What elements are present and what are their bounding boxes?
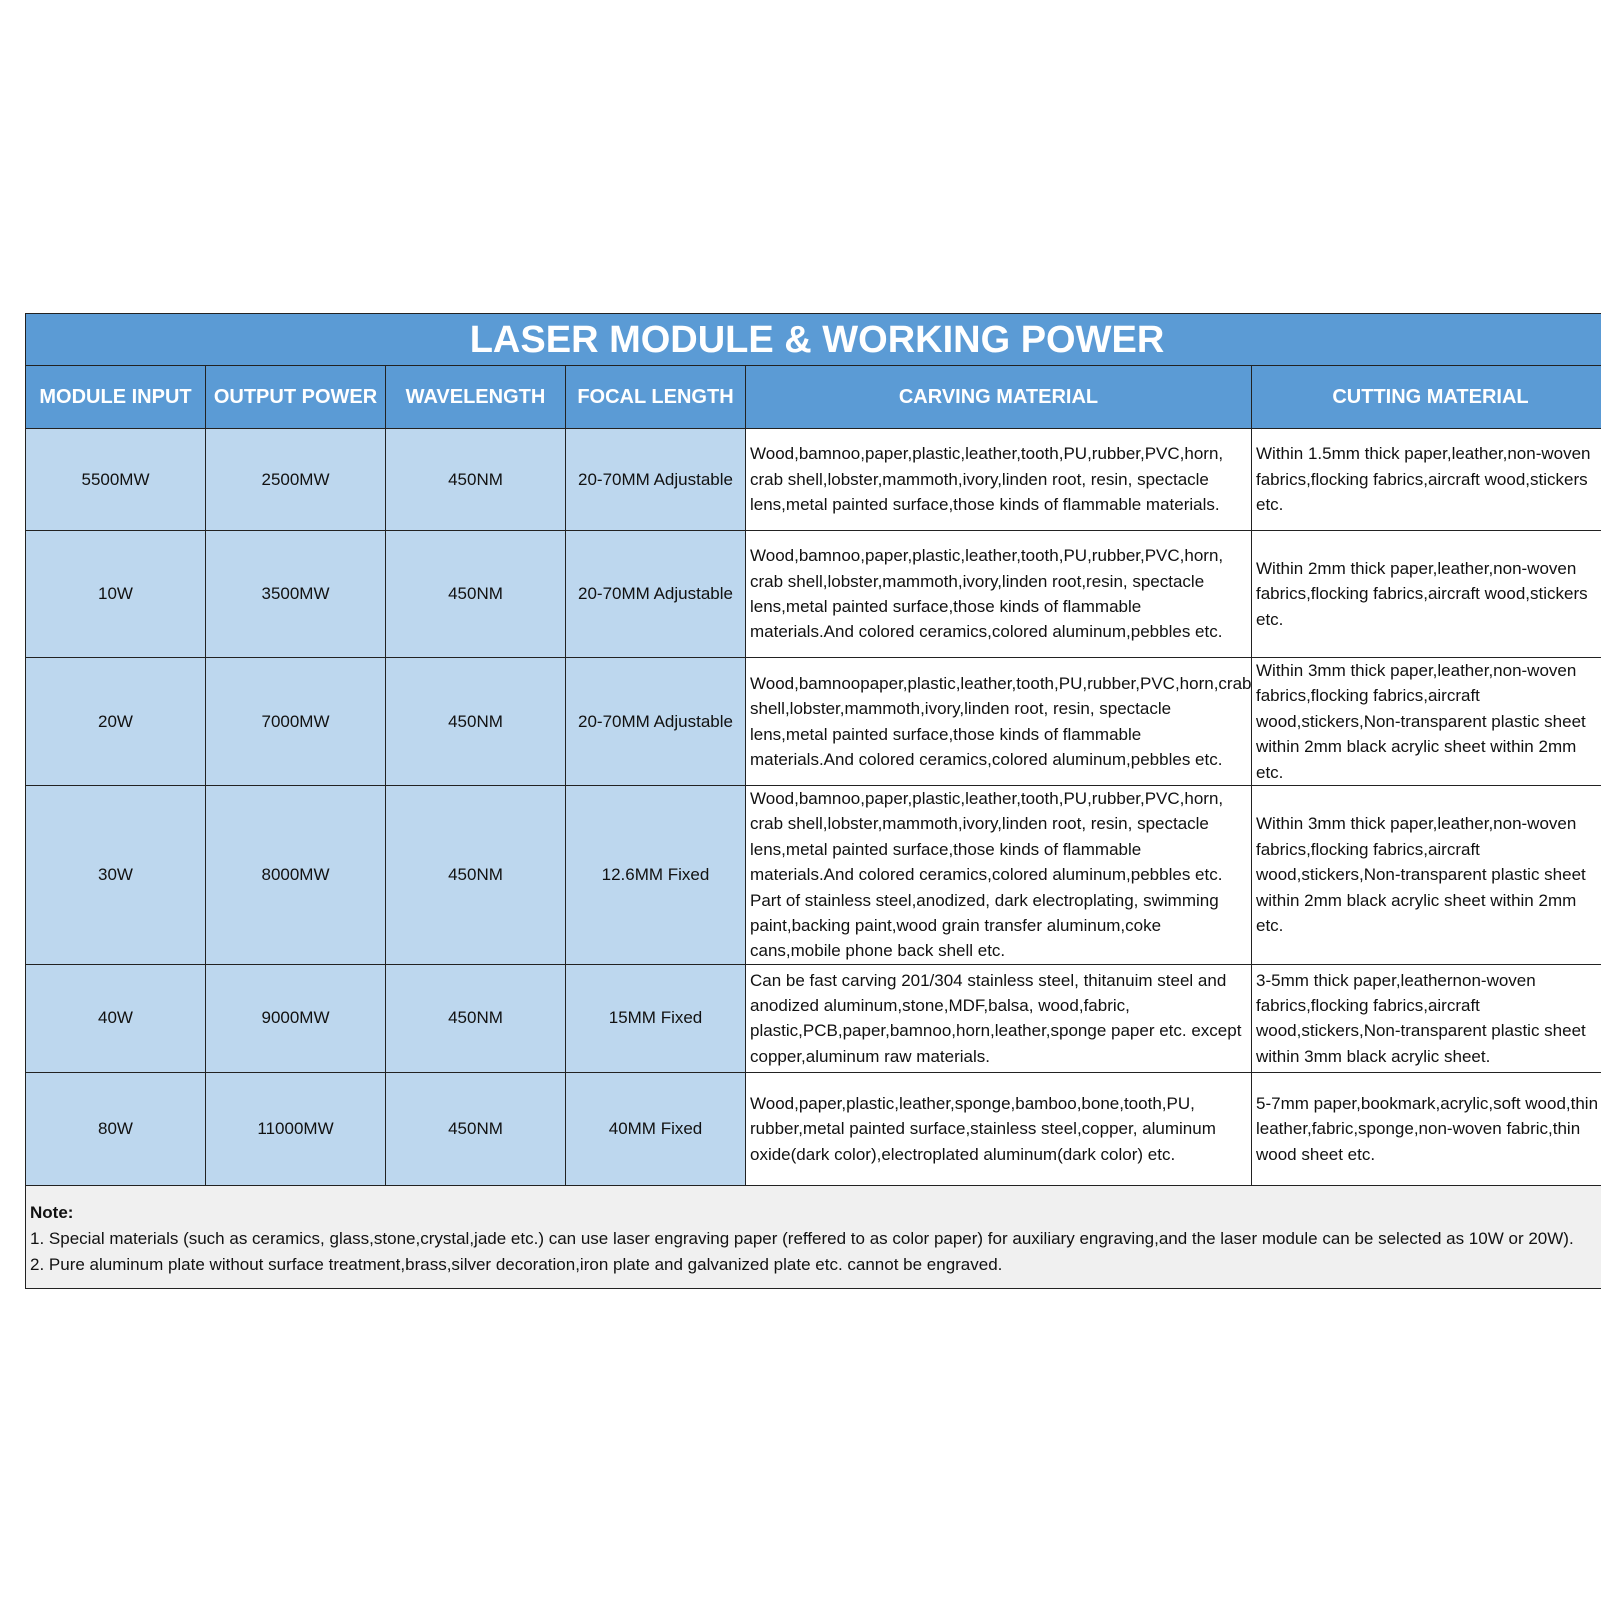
spec-table bbox=[25, 365, 1601, 1186]
note-item-1: 1. Special materials (such as ceramics, glass,stone,crystal,jade etc.) can use laser engraving paper (reffered to as color paper) for auxiliary engraving,and the laser module can be selected as 10W or 20W). bbox=[30, 1228, 1574, 1248]
carving-material-cell: Can be fast carving 201/304 stainless steel, thitanuim steel and anodized aluminum,stone,MDF,balsa, wood,fabric, plastic,PCB,paper,bamnoo,horn,leather,sponge paper etc. except copper,aluminum raw materials. bbox=[746, 964, 1252, 1072]
carving-material-cell: Wood,bamnoo,paper,plastic,leather,tooth,PU,rubber,PVC,horn, crab shell,lobster,mammoth,ivory,linden root,resin, spectacle lens,metal painted surface,those kinds of flammable materials.And colored ceramics,colored aluminum,pebbles etc. bbox=[746, 531, 1252, 658]
cutting-material-cell: 3-5mm thick paper,leathernon-woven fabrics,flocking fabrics,aircraft wood,stickers,Non-transparent plastic sheet within 3mm black acrylic sheet. bbox=[1252, 964, 1601, 1072]
wavelength-cell: 450NM bbox=[386, 964, 566, 1072]
sheet-title: LASER MODULE & WORKING POWER bbox=[25, 313, 1601, 365]
table-row bbox=[26, 429, 1601, 531]
cutting-material-cell: Within 3mm thick paper,leather,non-woven fabrics,flocking fabrics,aircraft wood,stickers,Non-transparent plastic sheet within 2mm black acrylic sheet within 2mm etc. bbox=[1252, 658, 1601, 786]
wavelength-cell: 450NM bbox=[386, 786, 566, 965]
table-row bbox=[26, 531, 1601, 658]
cutting-material-cell: Within 1.5mm thick paper,leather,non-woven fabrics,flocking fabrics,aircraft wood,stickers etc. bbox=[1252, 429, 1601, 531]
focal-length-cell: 12.6MM Fixed bbox=[566, 786, 746, 965]
table-row bbox=[26, 1072, 1601, 1185]
output-power-cell: 8000MW bbox=[206, 786, 386, 965]
module-input-cell: 20W bbox=[26, 658, 206, 786]
module-input-cell: 80W bbox=[26, 1072, 206, 1185]
focal-length-cell: 40MM Fixed bbox=[566, 1072, 746, 1185]
header-module-input: MODULE INPUT bbox=[26, 366, 206, 429]
header-wavelength: WAVELENGTH bbox=[386, 366, 566, 429]
table-row bbox=[26, 658, 1601, 786]
note-box bbox=[25, 1186, 1601, 1289]
header-focal-length: FOCAL LENGTH bbox=[566, 366, 746, 429]
carving-material-cell: Wood,bamnoo,paper,plastic,leather,tooth,PU,rubber,PVC,horn, crab shell,lobster,mammoth,ivory,linden root, resin, spectacle lens,metal painted surface,those kinds of flammable materials.And colored ceramics,colored aluminum,pebbles etc. Part of stainless steel,anodized, dark electroplating, swimming paint,backing paint,wood grain transfer aluminum,coke cans,mobile phone back shell etc. bbox=[746, 786, 1252, 965]
focal-length-cell: 20-70MM Adjustable bbox=[566, 429, 746, 531]
wavelength-cell: 450NM bbox=[386, 1072, 566, 1185]
output-power-cell: 9000MW bbox=[206, 964, 386, 1072]
carving-material-cell: Wood,bamnoopaper,plastic,leather,tooth,PU,rubber,PVC,horn,crab shell,lobster,mammoth,ivory,linden root, resin, spectacle lens,metal painted surface,those kinds of flammable materials.And colored ceramics,colored aluminum,pebbles etc. bbox=[746, 658, 1252, 786]
wavelength-cell: 450NM bbox=[386, 658, 566, 786]
focal-length-cell: 15MM Fixed bbox=[566, 964, 746, 1072]
table-row bbox=[26, 964, 1601, 1072]
module-input-cell: 5500MW bbox=[26, 429, 206, 531]
header-carving-material: CARVING MATERIAL bbox=[746, 366, 1252, 429]
wavelength-cell: 450NM bbox=[386, 429, 566, 531]
table-row bbox=[26, 786, 1601, 965]
header-cutting-material: CUTTING MATERIAL bbox=[1252, 366, 1601, 429]
note-item-2: 2. Pure aluminum plate without surface treatment,brass,silver decoration,iron plate and galvanized plate etc. cannot be engraved. bbox=[30, 1254, 1003, 1274]
output-power-cell: 11000MW bbox=[206, 1072, 386, 1185]
header-output-power: OUTPUT POWER bbox=[206, 366, 386, 429]
cutting-material-cell: Within 3mm thick paper,leather,non-woven fabrics,flocking fabrics,aircraft wood,stickers,Non-transparent plastic sheet within 2mm black acrylic sheet within 2mm etc. bbox=[1252, 786, 1601, 965]
module-input-cell: 30W bbox=[26, 786, 206, 965]
wavelength-cell: 450NM bbox=[386, 531, 566, 658]
note-title: Note: bbox=[30, 1202, 74, 1222]
output-power-cell: 3500MW bbox=[206, 531, 386, 658]
carving-material-cell: Wood,bamnoo,paper,plastic,leather,tooth,PU,rubber,PVC,horn, crab shell,lobster,mammoth,ivory,linden root, resin, spectacle lens,metal painted surface,those kinds of flammable materials. bbox=[746, 429, 1252, 531]
output-power-cell: 2500MW bbox=[206, 429, 386, 531]
cutting-material-cell: 5-7mm paper,bookmark,acrylic,soft wood,thin leather,fabric,sponge,non-woven fabric,thin wood sheet etc. bbox=[1252, 1072, 1601, 1185]
output-power-cell: 7000MW bbox=[206, 658, 386, 786]
cutting-material-cell: Within 2mm thick paper,leather,non-woven fabrics,flocking fabrics,aircraft wood,stickers etc. bbox=[1252, 531, 1601, 658]
header-row bbox=[26, 366, 1601, 429]
module-input-cell: 10W bbox=[26, 531, 206, 658]
carving-material-cell: Wood,paper,plastic,leather,sponge,bamboo,bone,tooth,PU, rubber,metal painted surface,stainless steel,copper, aluminum oxide(dark color),electroplated aluminum(dark color) etc. bbox=[746, 1072, 1252, 1185]
spec-sheet bbox=[25, 313, 1601, 1289]
focal-length-cell: 20-70MM Adjustable bbox=[566, 658, 746, 786]
module-input-cell: 40W bbox=[26, 964, 206, 1072]
focal-length-cell: 20-70MM Adjustable bbox=[566, 531, 746, 658]
